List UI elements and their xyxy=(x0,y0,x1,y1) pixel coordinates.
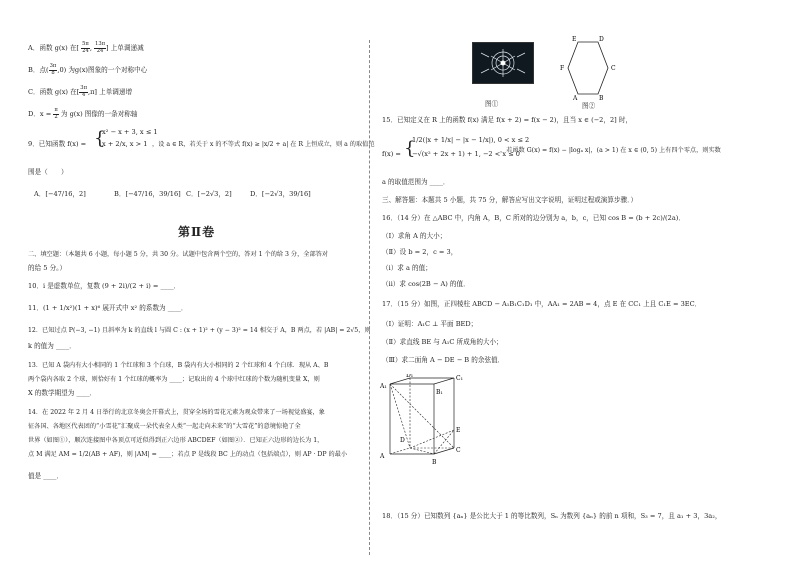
hex-label-a: A xyxy=(573,95,578,102)
q15-middle: ，若函数 G(x) = f(x) − |logₐ x|，(a > 1) 在 x ∈ (0, 5) 上有四个零点，则实数 xyxy=(500,147,721,154)
question-14-cont-3: 点 M 满足 AM = 1/2(AB + AF)，则 |AM| = ____；若点 P 是线段 BC 上的动点（包括端点），则 AP · DP 的最小 xyxy=(28,451,348,458)
prism-label-c: C xyxy=(456,447,461,454)
question-17: 17．（15 分）如图，正四棱柱 ABCD − A₁B₁C₁D₁ 中，AA₁ = 2AB = 4，点 E 在 CC₁ 上且 C₁E = 3EC． xyxy=(382,300,702,308)
q17-part-1: （Ⅰ）证明：A₁C ⊥ 平面 BED； xyxy=(382,320,478,328)
frac-d: $\frac{\pi}{2}$ xyxy=(54,107,58,120)
question-11: 11．(1 + 1/x²)(1 + x)⁶ 展开式中 x² 的系数为 ____． xyxy=(28,304,188,312)
frac-c: $\frac{3\pi}{4}$ xyxy=(80,85,87,98)
frac-a2: $\frac{13\pi}{24}$ xyxy=(95,41,106,54)
hex-label-d: D xyxy=(599,36,604,43)
option-a: A．函数 g(x) 在[ $\frac{5\pi}{24}$ , $\frac{13\pi}{24}$ ] 上单调递减 xyxy=(28,41,144,54)
option-d-prefix: D．x = xyxy=(28,110,52,119)
q9-prefix: 9．已知函数 f(x) = xyxy=(28,140,87,148)
option-c: C．函数 g(x) 在[ $\frac{3\pi}{4}$ ,π] 上单调递增 xyxy=(28,85,133,98)
hexagon-figure xyxy=(548,36,628,102)
q9-option-a: A．[−47/16，2] xyxy=(34,190,86,198)
snowflake-figure xyxy=(472,42,534,84)
q15-fx: f(x) = xyxy=(382,150,401,158)
snowflake-icon xyxy=(473,43,533,83)
question-18: 18．（15 分）已知数列 {aₙ} 是公比大于 1 的等比数列，Sₙ 为数列 {aₙ} 的前 n 项和，S₃ = 7，且 a₁ + 3，3a₂， xyxy=(382,512,722,520)
column-divider xyxy=(369,40,370,555)
section-3-instructions: 三、解答题：本题共 5 小题，共 75 分，解答应写出文字说明，证明过程或演算步骤．） xyxy=(382,196,638,204)
frac-b: $\frac{3\pi}{8}$ xyxy=(49,63,57,76)
q17-part-3: （Ⅲ）求二面角 A − DE − B 的余弦值． xyxy=(382,356,505,364)
q9-option-b: B．[−47/16，39/16] xyxy=(114,190,181,198)
question-14-cont-2: 世界（如图①），顺次连接图中各顶点可近似得到正六边形 ABCDEF（如图②）．已知正六边形的边长为 1， xyxy=(28,437,324,444)
brace-symbol: { xyxy=(94,128,106,149)
section-2-instructions: 二、填空题：（本题共 6 小题，每小题 5 分，共 30 分。试题中包含两个空的，答对 1 个的给 3 分，全部答对 xyxy=(28,251,329,258)
question-15: 15．已知定义在 R 上的函数 f(x) 满足 f(x + 2) = f(x − 2)，且当 x ∈ (−2，2] 时， xyxy=(382,116,633,124)
prism-figure xyxy=(378,374,468,470)
prism-label-d: D xyxy=(400,437,405,444)
q15-case-2: −√(x² + 2x + 1) + 1, −2 < x ≤ 0 xyxy=(412,150,520,158)
prism-label-d1: D₁ xyxy=(406,374,414,379)
q15-case-1: 1/2(|x + 1/x| − |x − 1/x|), 0 < x ≤ 2 xyxy=(412,136,530,144)
hex-label-f: F xyxy=(560,65,565,72)
q16-part-4: （ⅱ）求 cos(2B − A) 的值． xyxy=(382,280,470,288)
question-12: 12．已知过点 P(−3, −1) 且斜率为 k 的直线 l 与圆 C : (x + 1)² + (y − 3)² = 14 相交于 A，B 两点，若 |AB| = 2√5，则 xyxy=(28,327,371,334)
question-13-cont-2: X 的数学期望为 ____． xyxy=(28,389,97,397)
hex-label-c: C xyxy=(611,65,616,72)
question-13: 13．已知 A 袋内有大小相同的 1 个红球和 3 个白球，B 袋内有大小相同的 2 个红球和 4 个白球．现从 A、B xyxy=(28,362,329,369)
prism-label-c1: C₁ xyxy=(456,375,463,382)
prism-label-a1: A₁ xyxy=(380,383,387,390)
prism-label-b1: B₁ xyxy=(436,389,443,396)
prism-label-a: A xyxy=(380,453,385,460)
option-b-prefix: B．点 xyxy=(28,66,47,75)
q9-case-1: x² − x + 3, x ≤ 1 xyxy=(102,128,158,136)
q15-cont: a 的取值范围为 ____． xyxy=(382,178,450,186)
option-c-prefix: C．函数 g(x) 在 xyxy=(28,88,77,97)
option-c-suffix: ,π] 上单调递增 xyxy=(88,88,133,97)
question-10: 10．i 是虚数单位，复数 (9 + 2i)/(2 + i) = ____． xyxy=(28,282,181,290)
option-d xyxy=(28,108,138,120)
question-14: 14．在 2022 年 2 月 4 日举行的北京冬奥会开幕式上，贯穿全场的雪花元素为观众带来了一场视觉盛宴，象 xyxy=(28,409,325,416)
q17-part-2: （Ⅱ）求直线 BE 与 A₁C 所成角的大小； xyxy=(382,338,503,346)
question-9 xyxy=(28,140,86,149)
prism-label-b: B xyxy=(432,459,437,466)
option-b: B．点( $\frac{3\pi}{8}$ ,0) 为g(x)图象的一个对称中心 xyxy=(28,63,148,76)
option-d-suffix: 为 g(x) 图像的一条对称轴 xyxy=(60,110,138,119)
question-14-cont-4: 值是 ____． xyxy=(28,472,64,480)
option-a-suffix: 上单调递减 xyxy=(110,44,144,53)
section-2-instructions-2: 的给 5 分。） xyxy=(28,264,67,272)
part-2-title: 第Ⅱ卷 xyxy=(178,225,216,239)
q9-option-d: D．[−2√3，39/16] xyxy=(250,190,311,198)
question-16: 16．（14 分）在 △ABC 中，内角 A，B，C 所对的边分别为 a，b，c，已知 cos B = (b + 2c)/(2a)． xyxy=(382,214,685,222)
q9-middle: ，设 a ∈ R，若关于 x 的不等式 f(x) ≥ |x/2 + a| 在 R 上恒成立，则 a 的取值范 xyxy=(152,141,375,148)
question-14-cont: 征各国、各地区代表团的“小雪花”汇聚成一朵代表全人类“一起走向未来”的“大雪花”的意境惊艳了全 xyxy=(28,423,301,430)
q9-option-c: C．[−2√3，2] xyxy=(186,190,232,198)
q9-case-2: x + 2/x, x > 1 xyxy=(102,140,148,148)
option-b-suffix: 为g(x)图象的一个对称中心 xyxy=(68,66,148,75)
q16-part-3: （ⅰ）求 a 的值； xyxy=(382,264,432,272)
question-13-cont: 两个袋内各取 2 个球，则恰好有 1 个红球的概率为 ____；记取出的 4 个球中红球的个数为随机变量 X，则 xyxy=(28,376,320,383)
hex-label-e: E xyxy=(572,36,577,43)
hex-label-b: B xyxy=(599,95,604,102)
brace-symbol-2: { xyxy=(404,138,416,159)
q16-part-1: （Ⅰ）求角 A 的大小； xyxy=(382,232,447,240)
question-12-cont: k 的值为 ____． xyxy=(28,342,76,350)
prism-label-e: E xyxy=(456,427,461,434)
figure-2-label: 图② xyxy=(582,102,596,110)
q9-cont: 围是（ ） xyxy=(28,168,68,176)
q16-part-2: （Ⅱ）设 b = 2，c = 3， xyxy=(382,248,458,256)
frac-a1: $\frac{5\pi}{24}$ xyxy=(82,41,89,54)
option-a-text: A．函数 xyxy=(28,44,53,53)
option-a-mid: 在 xyxy=(69,44,77,53)
figure-1-label: 图① xyxy=(485,100,499,108)
